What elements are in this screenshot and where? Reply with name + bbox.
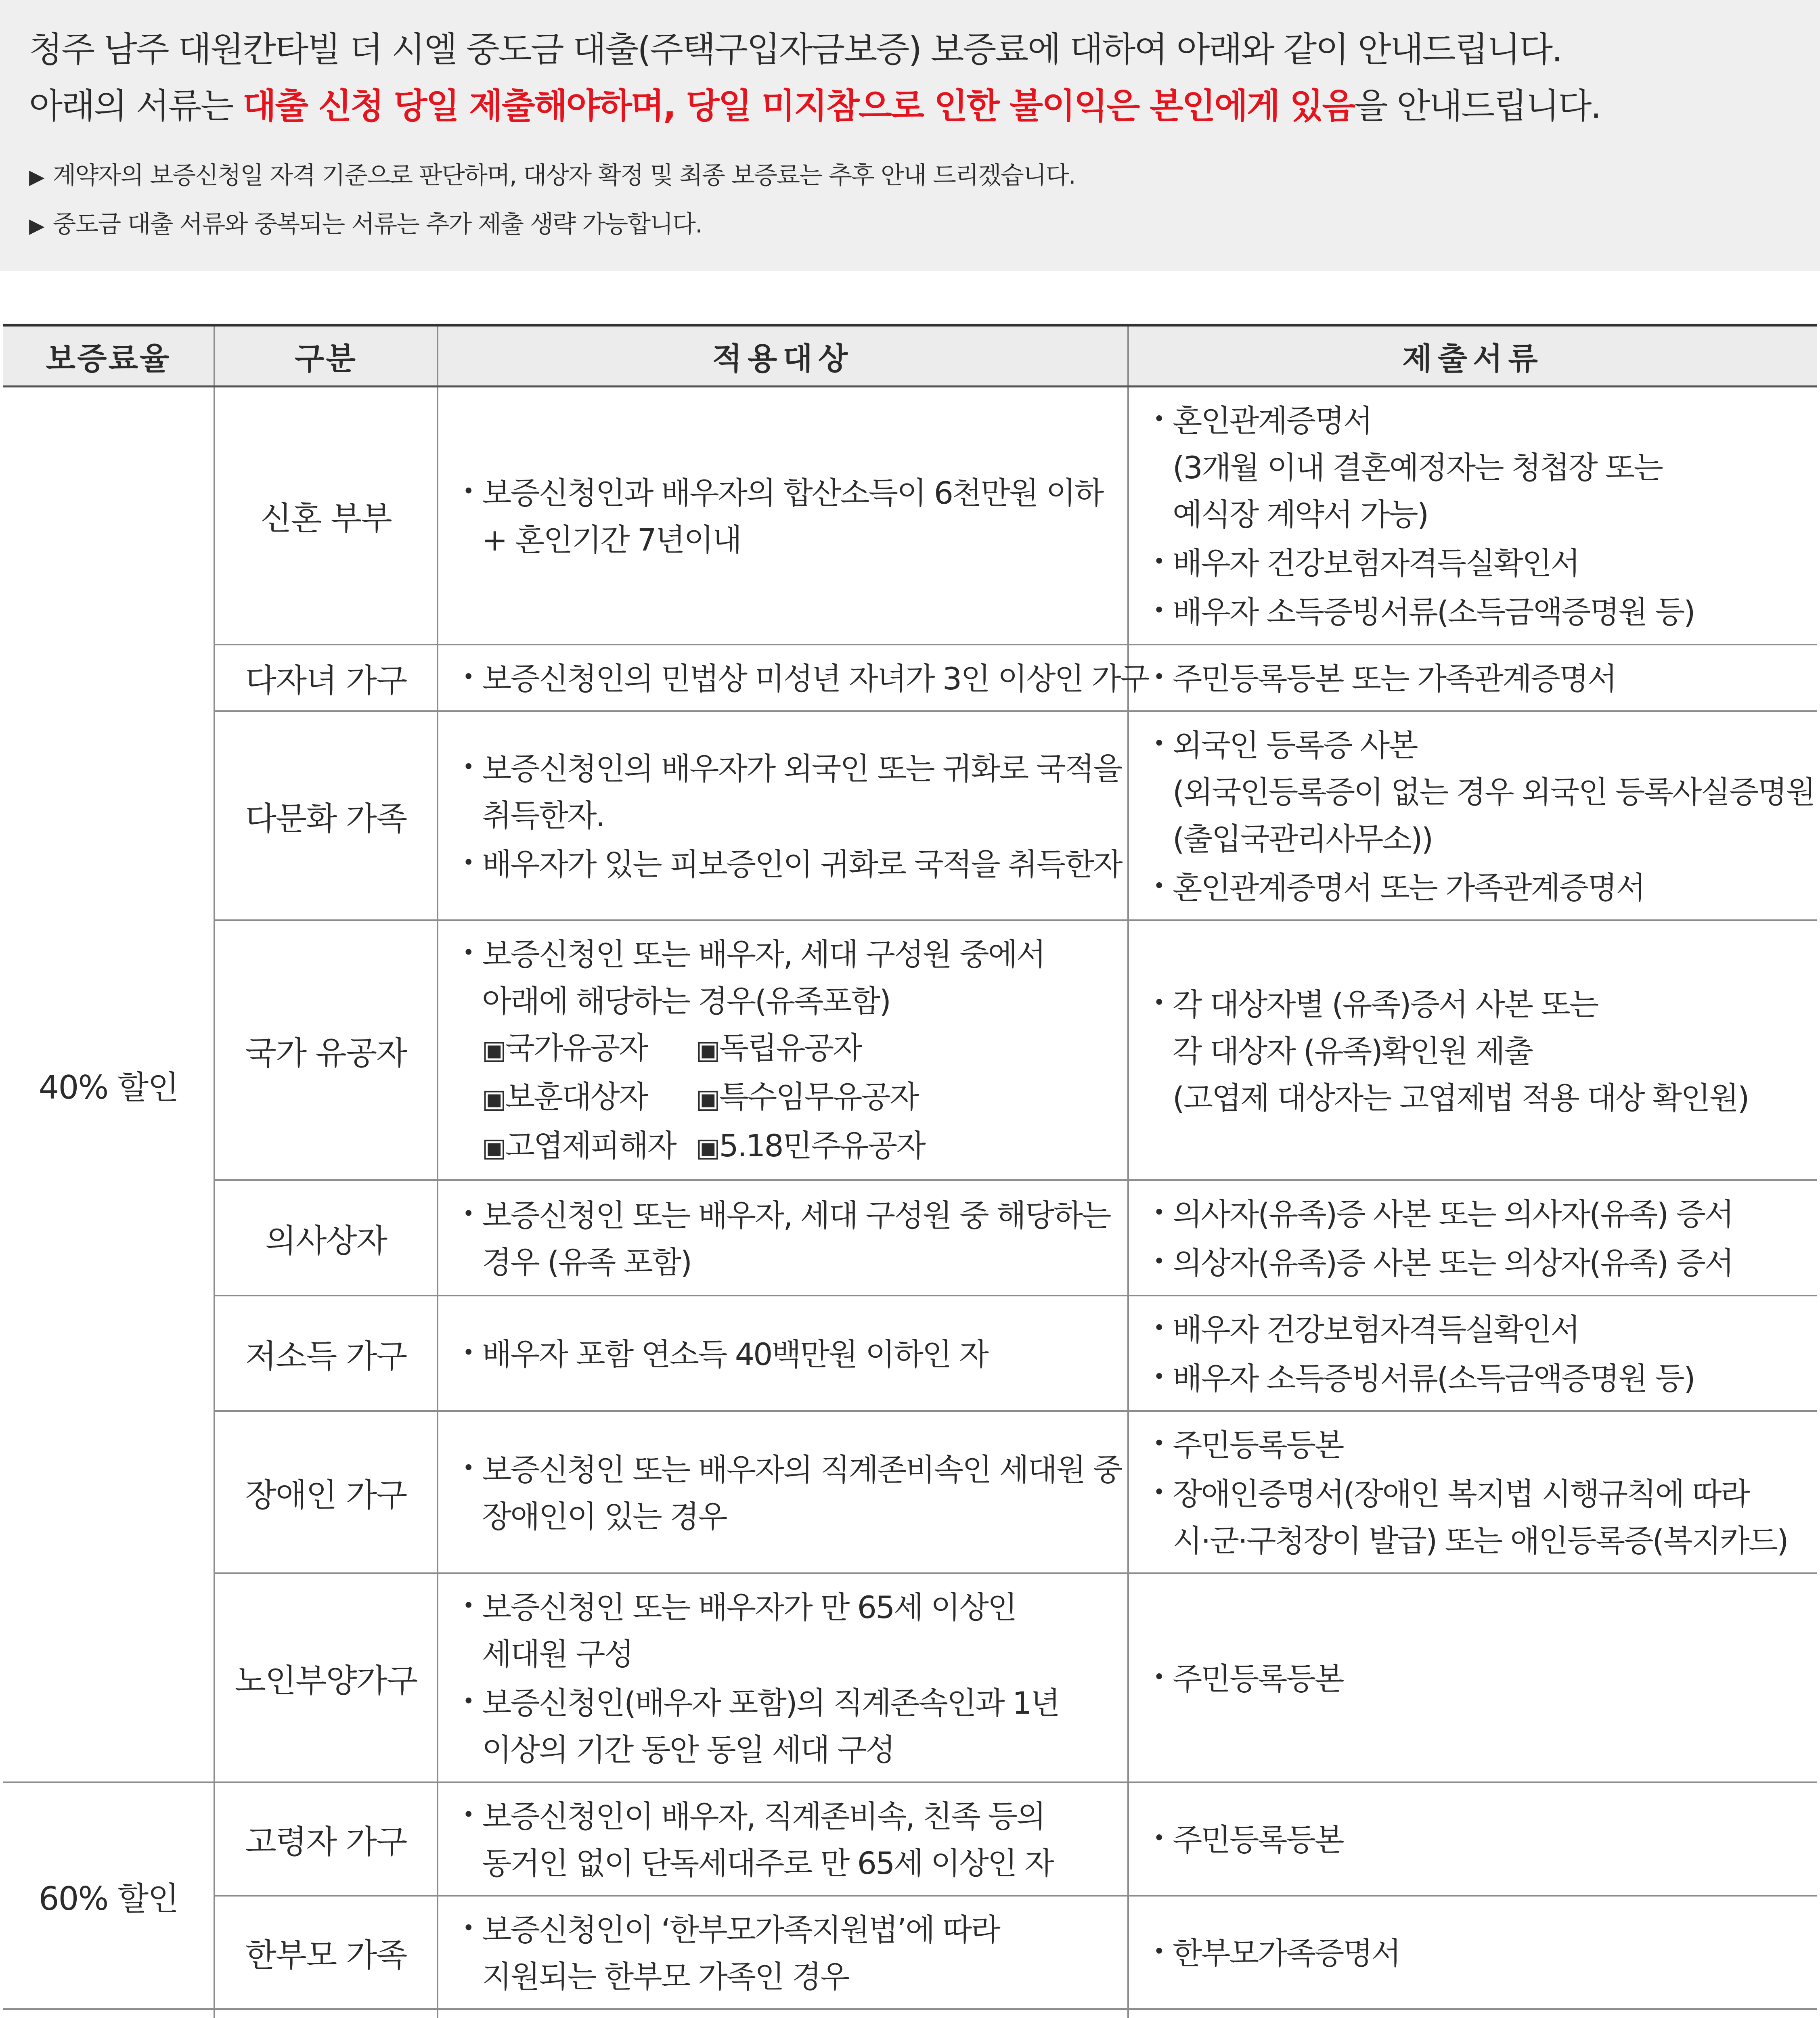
bullet-dot-icon: •: [463, 1340, 473, 1364]
documents-cell: [1128, 1296, 1817, 1411]
documents-cell: [1128, 920, 1817, 1180]
merit-type-row: [482, 1122, 1103, 1171]
category-cell: 국가 유공자: [214, 920, 438, 1180]
notice-bullet-2: [29, 201, 1791, 249]
list-item-text: 외국인 등록증 사본: [1173, 727, 1417, 763]
merit-type-label: 보훈대상자: [505, 1079, 647, 1115]
list-item-text: 보증신청인이 ‘한부모가족지원법’에 따라: [482, 1912, 999, 1948]
header-target: 적용대상: [438, 325, 1128, 387]
merit-type-item: [696, 1074, 918, 1122]
rate-cell: 60% 할인: [3, 1782, 214, 2009]
text-continuation: 동거인 없이 단독세대주로 만 65세 이상인 자: [482, 1845, 1053, 1881]
merit-type-label: 특수임무유공자: [719, 1079, 918, 1115]
merit-type-label: 고엽제피해자: [505, 1128, 676, 1164]
merit-type-item: [482, 1122, 696, 1171]
merit-type-item: [696, 1025, 910, 1074]
list-item-text: 혼인관계증명서 또는 가족관계증명서: [1173, 870, 1644, 906]
category-cell: 저소득 가구: [214, 1296, 438, 1411]
table-row: [3, 1896, 1817, 2009]
bullet-dot-icon: •: [1153, 1316, 1164, 1340]
documents-cell: [1128, 1180, 1817, 1296]
bullet-dot-icon: •: [463, 1916, 473, 1940]
rate-cell: 40% 할인: [3, 387, 214, 1783]
merit-type-label: 5.18민주유공자: [719, 1128, 925, 1164]
list-item: [1153, 1420, 1801, 1469]
bullet-dot-icon: •: [1153, 1826, 1164, 1850]
notice-bullet-1: [29, 152, 1791, 201]
list-item: [463, 1190, 1110, 1239]
guarantee-fee-table: [3, 324, 1817, 2018]
header-documents: 제출서류: [1128, 325, 1817, 387]
list-item-text: 보증신청인 또는 배우자, 세대 구성원 중에서: [482, 936, 1045, 972]
documents-cell: [1128, 645, 1817, 711]
bullet-dot-icon: •: [1153, 599, 1164, 622]
list-item-text: 의상자(유족)증 사본 또는 의상자(유족) 증서: [1173, 1245, 1733, 1281]
text-continuation: (출입국관리사무소)): [1173, 821, 1433, 857]
list-item-text: 보증신청인이 배우자, 직계존비속, 친족 등의: [482, 1798, 1045, 1834]
category-cell: 노인부양가구: [214, 1573, 438, 1782]
documents-cell: [1128, 387, 1817, 645]
header-rate: 보증료율: [3, 325, 214, 387]
target-cell: [438, 711, 1128, 920]
bullet-dot-icon: •: [463, 755, 473, 779]
target-cell: [438, 2009, 1128, 2018]
list-item: [1153, 1928, 1801, 1977]
list-item-text: 배우자 건강보험자격득실확인서: [1173, 545, 1579, 581]
notice-box: [0, 0, 1820, 271]
category-cell: 장애인 가구: [214, 1411, 438, 1573]
target-cell: [438, 1296, 1128, 1411]
target-cell: [438, 387, 1128, 645]
list-item: [1153, 1815, 1801, 1863]
text-continuation: (3개월 이내 결혼예정자는 청첩장 또는: [1173, 450, 1662, 486]
list-item-text: 배우자 포함 연소득 40백만원 이하인 자: [482, 1336, 988, 1372]
header-category: 구분: [214, 325, 438, 387]
table-row: [3, 2009, 1817, 2018]
merit-type-item: [482, 1074, 696, 1122]
bullet-dot-icon: •: [463, 1456, 473, 1480]
bullet-dot-icon: •: [1153, 732, 1164, 755]
bullet-dot-icon: •: [1153, 1480, 1164, 1504]
list-item: [463, 743, 1122, 792]
checkbox-square-icon: ▣: [696, 1084, 719, 1114]
bullet-dot-icon: •: [1153, 665, 1164, 689]
merit-type-label: 국가유공자: [505, 1030, 647, 1066]
notice-highlight: 대출 신청 당일 제출해야하며, 당일 미지참으로 인한 불이익은 본인에게 있음: [243, 86, 1355, 126]
category-cell: 다문화 가족: [214, 711, 438, 920]
list-item-text: 혼인관계증명서: [1173, 403, 1372, 439]
merit-type-grid: [463, 1025, 1103, 1171]
list-item: [463, 839, 1122, 888]
target-cell: [438, 1411, 1128, 1573]
text-continuation: 예식장 계약서 가능): [1173, 496, 1428, 532]
list-item-text: 주민등록등본: [1173, 1822, 1343, 1858]
table-row: [3, 387, 1817, 645]
checkbox-square-icon: ▣: [696, 1133, 719, 1163]
list-item: [463, 1905, 1103, 1953]
text-continuation: 장애인이 있는 경우: [482, 1498, 727, 1534]
table-row: [3, 645, 1817, 711]
bullet-dot-icon: •: [463, 1594, 473, 1617]
documents-cell: [1128, 1782, 1817, 1896]
bullet-dot-icon: •: [463, 479, 473, 503]
list-item: [1153, 979, 1801, 1028]
list-item-text: 보증신청인 또는 배우자, 세대 구성원 중 해당하는: [482, 1197, 1110, 1233]
list-item: [1153, 1469, 1801, 1518]
list-item-text: 배우자 소득증빙서류(소득금액증명원 등): [1173, 594, 1694, 630]
list-item-text: 각 대상자별 (유족)증서 사본 또는: [1173, 986, 1598, 1022]
text-continuation: 시·군·구청장이 발급) 또는 애인등록증(복지카드): [1173, 1523, 1788, 1559]
bullet-dot-icon: •: [463, 1689, 473, 1713]
text-continuation: (외국인등록증이 없는 경우 외국인 등록사실증명원: [1173, 774, 1815, 810]
target-cell: [438, 645, 1149, 711]
list-item: [463, 929, 1103, 978]
notice-line-2: [29, 76, 1791, 136]
bullet-dot-icon: •: [1153, 874, 1164, 898]
list-item: [463, 1329, 1103, 1378]
bullet-dot-icon: •: [463, 1202, 473, 1225]
list-item: [1153, 1189, 1801, 1238]
checkbox-square-icon: ▣: [696, 1035, 719, 1065]
checkbox-square-icon: ▣: [482, 1133, 505, 1163]
target-cell: [438, 1180, 1128, 1296]
list-item-text: 배우자 소득증빙서류(소득금액증명원 등): [1173, 1361, 1694, 1396]
text-continuation: 지원되는 한부모 가족인 경우: [482, 1959, 849, 1995]
table-row: [3, 1411, 1817, 1573]
rate-cell: [3, 2009, 214, 2018]
list-item-text: 배우자 건강보험자격득실확인서: [1173, 1312, 1579, 1348]
bullet-dot-icon: •: [1153, 1432, 1164, 1455]
text-continuation: 세대원 구성: [482, 1636, 633, 1672]
list-item: [1153, 1654, 1801, 1702]
list-item: [1153, 653, 1801, 702]
notice-line-2-pre: 아래의 서류는: [29, 86, 243, 126]
table-header-row: [3, 325, 1817, 387]
target-cell: [438, 1896, 1128, 2009]
target-cell: [438, 1573, 1128, 1782]
list-item-text: 장애인증명서(장애인 복지법 시행규칙에 따라: [1173, 1476, 1749, 1512]
notice-line-2-post: 을 안내드립니다.: [1354, 86, 1600, 126]
text-continuation: 취득한자.: [482, 798, 604, 833]
table-body: [3, 387, 1817, 2018]
table-row: [3, 1296, 1817, 1411]
bullet-dot-icon: •: [1153, 1250, 1164, 1273]
category-cell: [214, 2009, 438, 2018]
text-continuation: 이상의 기간 동안 동일 세대 구성: [482, 1732, 894, 1768]
bullet-dot-icon: •: [1153, 550, 1164, 573]
list-item-text: 보증신청인(배우자 포함)의 직계존속인과 1년: [482, 1685, 1059, 1721]
merit-type-item: [696, 1122, 925, 1171]
bullet-dot-icon: •: [1153, 1940, 1164, 1963]
bullet-dot-icon: •: [1153, 990, 1164, 1014]
merit-type-label: 독립유공자: [719, 1030, 861, 1066]
bullet-dot-icon: •: [1153, 1365, 1164, 1388]
list-item-text: 보증신청인의 배우자가 외국인 또는 귀화로 국적을: [482, 751, 1122, 787]
bullet-dot-icon: •: [463, 1803, 473, 1826]
bullet-dot-icon: •: [1153, 1201, 1164, 1224]
list-item: [1153, 396, 1801, 444]
list-item: [463, 1582, 1103, 1631]
documents-cell: [1128, 1573, 1817, 1782]
list-item: [463, 1444, 1122, 1493]
list-item-text: 주민등록등본 또는 가족관계증명서: [1173, 661, 1616, 697]
list-item: [463, 468, 1103, 517]
checkbox-square-icon: ▣: [482, 1084, 505, 1114]
target-cell: [438, 920, 1128, 1180]
documents-cell: [1128, 2009, 1817, 2018]
merit-type-item: [482, 1025, 696, 1074]
notice-line-1: 청주 남주 대원칸타빌 더 시엘 중도금 대출(주택구입자금보증) 보증료에 대하여 아래와 같이 안내드립니다.: [29, 29, 1562, 70]
category-cell: 신혼 부부: [214, 387, 438, 645]
list-item-text: 주민등록등본: [1173, 1427, 1343, 1463]
list-item-text: 배우자가 있는 피보증인이 귀화로 국적을 취득한자: [482, 846, 1122, 882]
text-continuation: 각 대상자 (유족)확인원 제출: [1173, 1033, 1533, 1069]
category-cell: 다자녀 가구: [214, 645, 438, 711]
notice-bullet-1-text: 계약자의 보증신청일 자격 기준으로 판단하며, 대상자 확정 및 최종 보증료는 추후 안내 드리겠습니다.: [52, 161, 1075, 190]
bullet-dot-icon: •: [1153, 407, 1164, 431]
list-item-text: 보증신청인 또는 배우자의 직계존비속인 세대원 중: [482, 1451, 1122, 1488]
documents-cell: [1128, 1896, 1817, 2009]
text-continuation: 경우 (유족 포함): [482, 1244, 691, 1280]
table-row: [3, 1180, 1817, 1296]
list-item: [1153, 862, 1801, 911]
category-cell: 한부모 가족: [214, 1896, 438, 2009]
list-item: [1153, 538, 1801, 587]
table-row: [3, 711, 1817, 920]
notice-bullet-2-text: 중도금 대출 서류와 중복되는 서류는 추가 제출 생략 가능합니다.: [52, 210, 702, 239]
checkbox-square-icon: ▣: [482, 1035, 505, 1065]
text-continuation: 아래에 해당하는 경우(유족포함): [482, 983, 890, 1019]
notice-bullets: [29, 152, 1791, 249]
table-row: [3, 920, 1817, 1180]
text-continuation: (고엽제 대상자는 고엽제법 적용 대상 확인원): [1173, 1080, 1749, 1116]
list-item: [1153, 720, 1801, 769]
list-item: [463, 1791, 1103, 1840]
bullet-dot-icon: •: [463, 851, 473, 874]
table-row: [3, 1782, 1817, 1896]
target-cell: [438, 1782, 1128, 1896]
bullet-dot-icon: •: [463, 941, 473, 964]
list-item: [463, 1678, 1103, 1727]
table-row: [3, 1573, 1817, 1782]
list-item-text: 의사자(유족)증 사본 또는 의사자(유족) 증서: [1173, 1196, 1733, 1232]
documents-cell: [1128, 1411, 1817, 1573]
list-item-text: 주민등록등본: [1173, 1660, 1343, 1697]
arrow-right-icon: ▶: [29, 214, 44, 237]
list-item: [1153, 1304, 1801, 1353]
list-item: [1153, 1238, 1801, 1287]
arrow-right-icon: ▶: [29, 165, 44, 188]
merit-type-row: [482, 1025, 1103, 1074]
list-item-text: 보증신청인의 민법상 미성년 자녀가 3인 이상인 가구: [482, 661, 1149, 697]
documents-cell: [1128, 711, 1817, 920]
bullet-dot-icon: •: [1153, 1665, 1164, 1689]
text-continuation: + 혼인기간 7년이내: [482, 522, 741, 558]
list-item: [1153, 1353, 1801, 1402]
category-cell: 의사상자: [214, 1180, 438, 1296]
bullet-dot-icon: •: [463, 665, 473, 689]
list-item: [1153, 587, 1801, 636]
list-item-text: 보증신청인과 배우자의 합산소득이 6천만원 이하: [482, 475, 1103, 511]
list-item: [463, 653, 1149, 702]
list-item-text: 보증신청인 또는 배우자가 만 65세 이상인: [482, 1589, 1016, 1625]
merit-type-row: [482, 1074, 1103, 1122]
category-cell: 고령자 가구: [214, 1782, 438, 1896]
list-item-text: 한부모가족증명서: [1173, 1935, 1400, 1971]
